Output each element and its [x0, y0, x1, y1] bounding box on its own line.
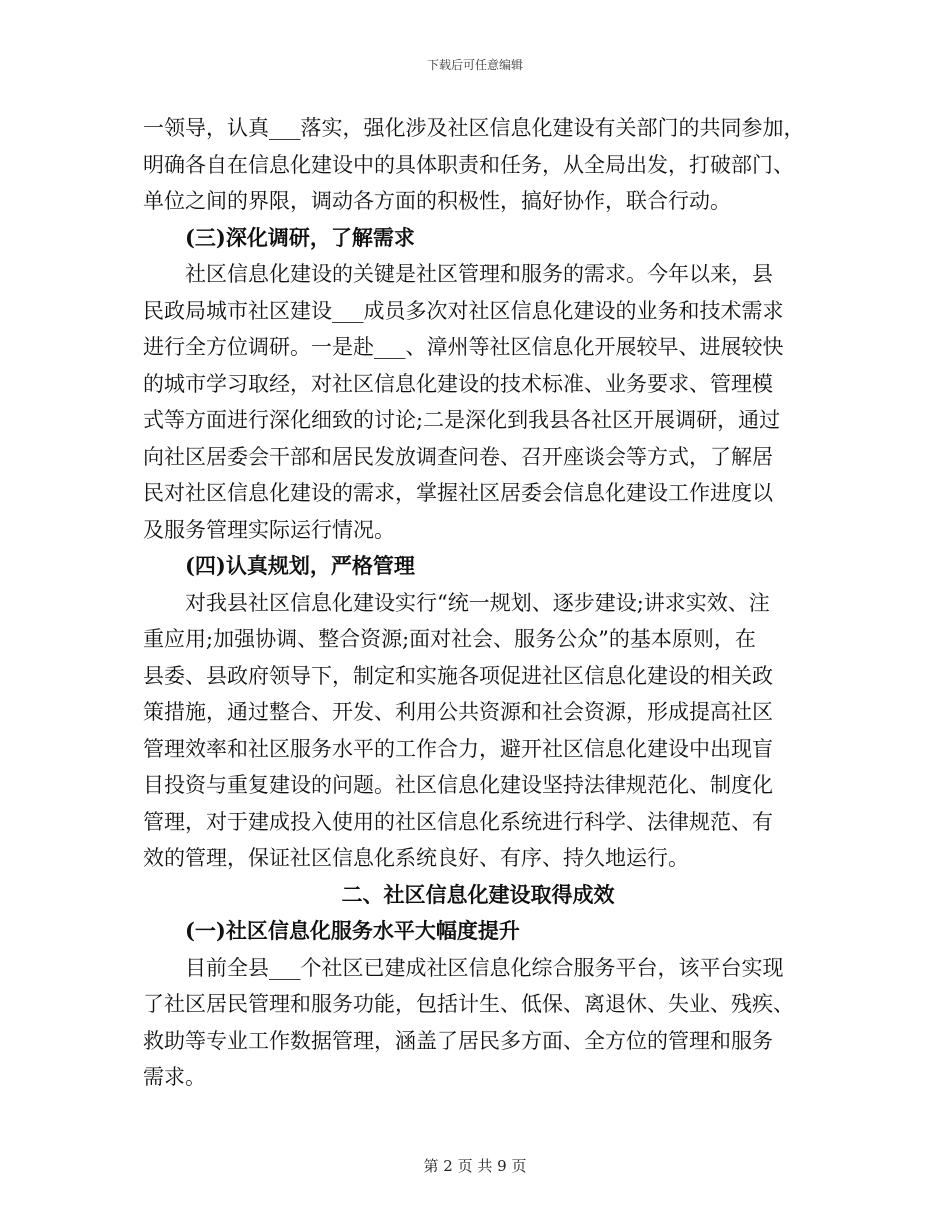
document-body	[143, 110, 813, 1096]
paragraph-line: 一领导，认真___落实，强化涉及社区信息化建设有关部门的共同参加，	[143, 116, 805, 140]
chapter-title: 二、社区信息化建设取得成效	[341, 881, 615, 907]
paragraph-line: 向社区居委会干部和居民发放调查问卷、召开座谈会等方式，了解居	[143, 444, 773, 469]
paragraph-line: 进行全方位调研。一是赴___、漳州等社区信息化开展较早、进展较快	[143, 335, 784, 359]
paragraph-line: 民对社区信息化建设的需求，掌握社区居委会信息化建设工作进度以	[143, 481, 773, 505]
paragraph-first-line: 目前全县___个社区已建成社区信息化综合服务平台，该平台实现	[185, 955, 784, 980]
page-number: 第 2 页 共 9 页	[423, 1157, 527, 1175]
paragraph-line: 式等方面进行深化细致的讨论;二是深化到我县各社区开展调研，通过	[143, 408, 781, 432]
paragraph-line: 明确各自在信息化建设中的具体职责和任务，从全局出发，打破部门、	[143, 152, 794, 177]
paragraph-line: 需求。	[143, 1065, 206, 1089]
paragraph-first-line: 社区信息化建设的关键是社区管理和服务的需求。今年以来，县	[185, 262, 773, 286]
section-heading: (一)社区信息化服务水平大幅度提升	[185, 918, 520, 943]
paragraph-line: 效的管理，保证社区信息化系统良好、有序、持久地运行。	[143, 846, 689, 870]
paragraph-line: 救助等专业工作数据管理，涵盖了居民多方面、全方位的管理和服务	[143, 1028, 773, 1053]
paragraph-line: 了社区居民管理和服务功能，包括计生、低保、离退休、失业、残疾、	[143, 992, 794, 1016]
paragraph-line: 的城市学习取经，对社区信息化建设的技术标准、业务要求、管理模	[143, 371, 773, 396]
paragraph-line: 管理效率和社区服务水平的工作合力，避开社区信息化建设中出现盲	[143, 736, 773, 761]
paragraph-first-line: 对我县社区信息化建设实行“统一规划、逐步建设;讲求实效、注	[185, 590, 770, 615]
paragraph-line: 重应用;加强协调、整合资源;面对社会、服务公众”的基本原则，在	[143, 627, 756, 651]
paragraph-line: 民政局城市社区建设___成员多次对社区信息化建设的业务和技术需求	[143, 298, 784, 323]
paragraph-line: 及服务管理实际运行情况。	[143, 517, 395, 542]
paragraph-line: 单位之间的界限，调动各方面的积极性，搞好协作，联合行动。	[143, 189, 731, 213]
section-heading: (三)深化调研，了解需求	[185, 224, 415, 250]
paragraph-line: 管理，对于建成投入使用的社区信息化系统进行科学、法律规范、有	[143, 809, 773, 834]
page-header-note: 下载后可任意编辑	[426, 58, 523, 72]
paragraph-line: 目投资与重复建设的问题。社区信息化建设坚持法律规范化、制度化	[143, 773, 773, 797]
paragraph-line: 策措施，通过整合、开发、利用公共资源和社会资源，形成提高社区	[143, 700, 773, 724]
section-heading: (四)认真规划，严格管理	[185, 553, 415, 578]
paragraph-line: 县委、县政府领导下，制定和实施各项促进社区信息化建设的相关政	[143, 663, 773, 688]
